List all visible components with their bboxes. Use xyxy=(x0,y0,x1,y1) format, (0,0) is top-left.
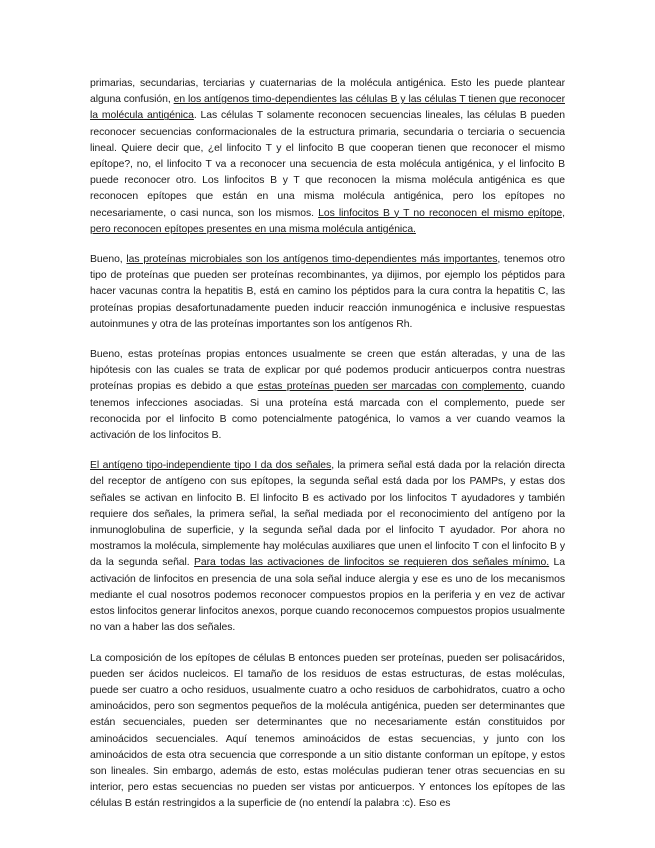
text-run: , tenemos otro tipo de proteínas que pueden ser proteínas recombinantes, ya dijimos, por ejemplo los péptidos para hacer vacunas contra la hepatitis B, está en camino los péptidos para la cura contra la hepatitis C, las proteínas propias desafortunadamente pueden inducir reacción inmunogénica e inclusive respuestas autoinmunes y otra de las proteínas importantes son los antígenos Rh. xyxy=(90,254,565,330)
text-run: , la primera señal está dada por la relación directa del receptor de antígeno con sus epítopes, la segunda señal está dada por los PAMPs, y estas dos señales se activan en linfocito B. El linfocito B es activado por los linfocitos T ayudadores y también requiere dos señales, la primera señal, la señal mediada por el reconocimiento del antígeno por la inmunoglobulina de superficie, y la segunda señal dada por el linfocito T ayudador. Por ahora no mostramos la molécula, simplemente hay moléculas auxiliares que unen el linfocito T con el linfocito B y da la segunda señal. xyxy=(90,460,565,569)
text-run: La activación de linfocitos en presencia de una sola señal induce alergia y ese es uno de los mecanismos mediante el cual nosotros podemos reconocer compuestos propios en la periferia y en vez de activar estos linfocitos generar linfocitos anexos, porque cuando reconocemos compuestos propios usualmente no van a haber las dos señales. xyxy=(90,557,565,634)
paragraph-1 xyxy=(90,76,565,238)
text-run: Bueno, estas proteínas propias entonces usualmente se creen que están alteradas, y una de las hipótesis con las cuales se trata de explicar por qué podemos producir anticuerpos contra nuestras proteínas propias es debido a que xyxy=(90,349,565,393)
underlined-text: Los linfocitos B y T no reconocen el mismo epítope, pero reconocen epítopes presentes en una misma molécula antigénica. xyxy=(90,207,565,235)
underlined-text: estas proteínas pueden ser marcadas con complemento xyxy=(257,381,524,393)
underlined-text: El antígeno tipo-independiente tipo I da dos señales xyxy=(90,460,332,472)
underlined-text: en los antígenos timo-dependientes las células B y las células T tienen que reconocer la molécula antigénica xyxy=(90,94,565,122)
underlined-text: las proteínas microbiales son los antígenos timo-dependientes más importantes xyxy=(126,254,498,266)
text-run: . Las células T solamente reconocen secuencias lineales, las células B pueden reconocer secuencias conformacionales de la estructura primaria, secundaria o terciaria o secuencia lineal. Quiere decir que, ¿el linfocito T y el linfocito B que cooperan tienen que reconocer el mismo epítope?, no, el linfocito T va a reconocer una secuencia de esta molécula antigénica, y el linfocito B puede reconocer otro. Los linfocitos B y T que reconocen la misma molécula antigénica es que reconocen epítopes que están en una misma molécula antigénica, pero los epítopes no necesariamente, o casi nunca, son los mismos. xyxy=(90,110,565,219)
underlined-text: Para todas las activaciones de linfocitos se requieren dos señales mínimo. xyxy=(194,557,550,569)
text-run: primarias, secundarias, terciarias y cuaternarias de la molécula antigénica. Esto les puede plantear alguna confusión, xyxy=(90,78,565,106)
text-run: Bueno, xyxy=(90,254,127,266)
paragraph-2 xyxy=(90,252,565,333)
paragraph-5 xyxy=(90,651,565,813)
paragraph-4 xyxy=(90,458,565,636)
text-run: , cuando tenemos infecciones asociadas. Si una proteína está marcada con el complemento, puede ser reconocida por el linfocito B como potencialmente patogénica, lo vamos a ver cuando veamos la activación de los linfocitos B. xyxy=(90,381,565,442)
paragraph-3 xyxy=(90,347,565,444)
text-run: La composición de los epítopes de células B entonces pueden ser proteínas, pueden ser polisacáridos, pueden ser ácidos nucleicos. El tamaño de los residuos de estas estructuras, de estas moléculas, puede ser cuatro a ocho residuos, usualmente cuatro a ocho residuos de carbohidratos, cuatro a ocho aminoácidos, pero son segmentos pequeños de la molécula antigénica, pueden ser determinantes que están secuenciales, pueden ser determinantes que no necesariamente están constituidos por aminoácidos secuenciales. Aquí tenemos aminoácidos de estas secuencias, y junto con los aminoácidos de esta otra secuencia que corresponde a un sitio distante conforman un epítope, y estos son lineales. Sin embargo, además de esto, estas moléculas pudieran tener otras secuencias en su interior, pero estas secuencias no pueden ser vistas por anticuerpos. Y entonces los epítopes de las células B están restringidos a la superficie de (no entendí la palabra :c). Eso es xyxy=(90,652,565,810)
